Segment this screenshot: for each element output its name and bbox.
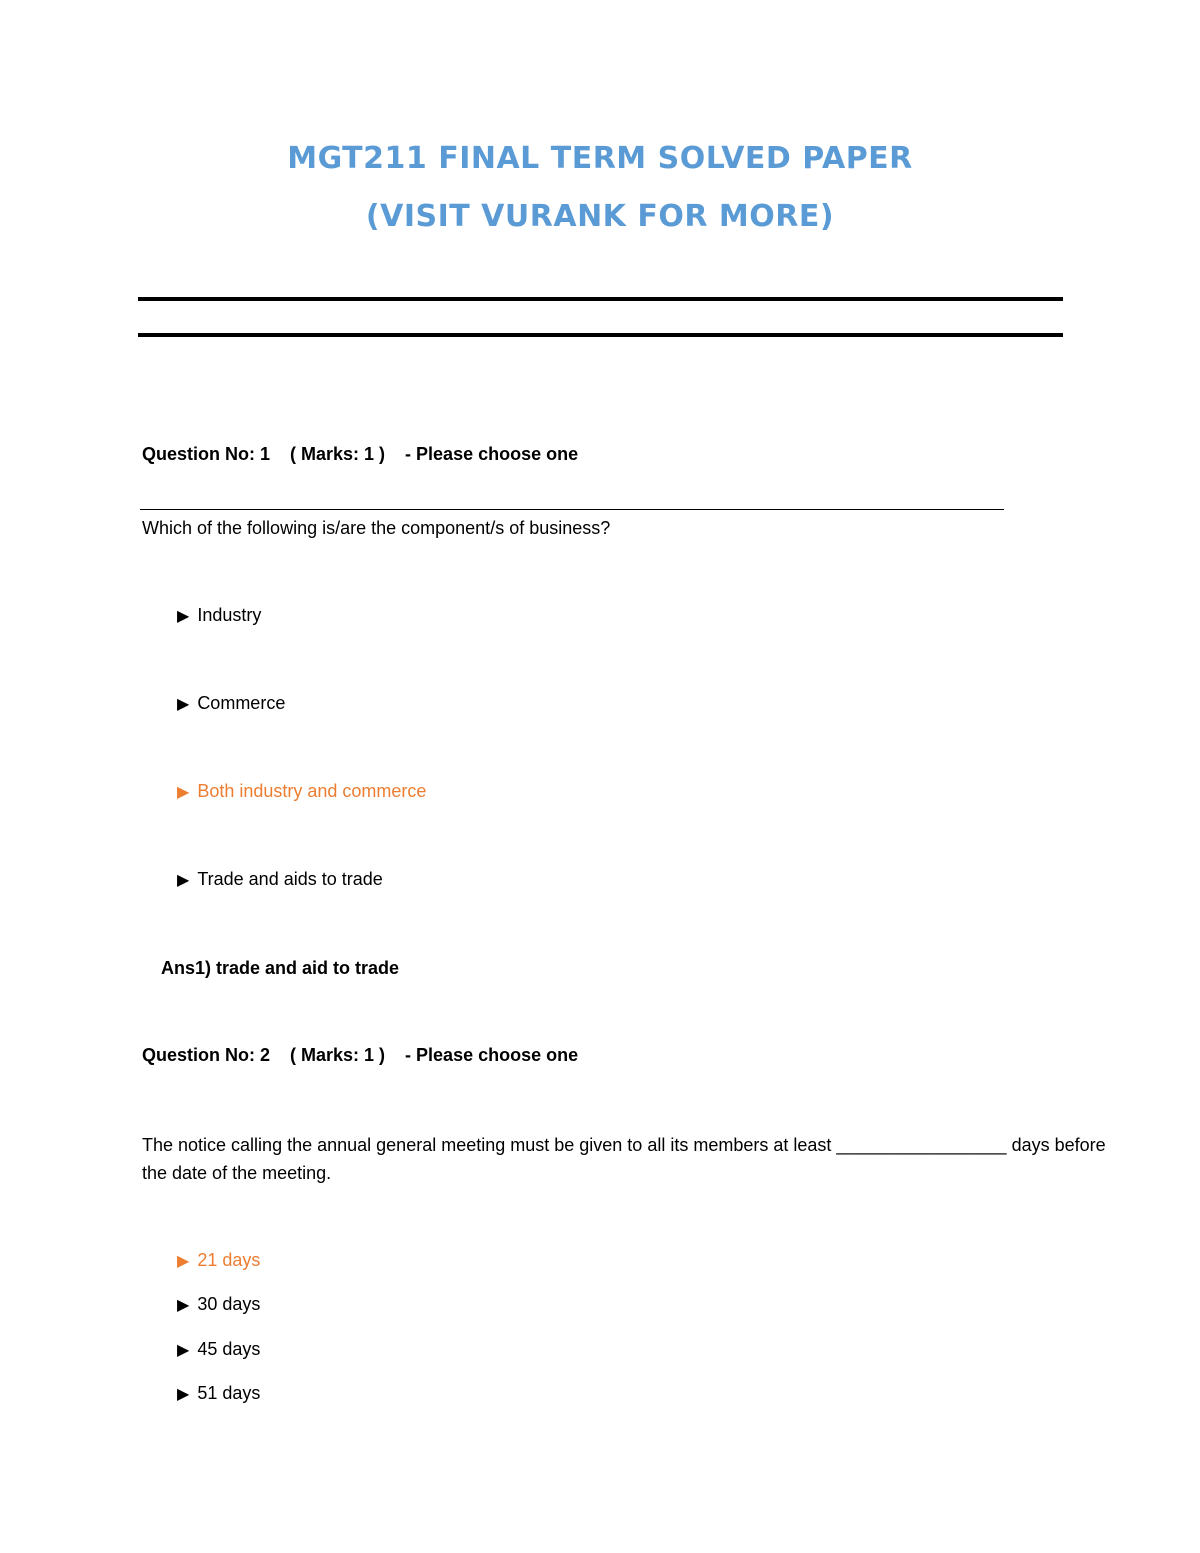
question-1-option-4 [177, 869, 383, 890]
document-title: MGT211 FINAL TERM SOLVED PAPER [287, 141, 913, 176]
question-1-option-3 [177, 781, 426, 802]
arrow-icon: ▶ [177, 608, 190, 625]
option-label: 45 days [197, 1339, 261, 1359]
question-1-option-2 [177, 693, 285, 714]
option-label: Trade and aids to trade [197, 869, 383, 889]
question-1-answer: Ans1) trade and aid to trade [161, 958, 400, 978]
arrow-icon: ▶ [177, 1342, 190, 1359]
document-subtitle: (VISIT VURANK FOR MORE) [365, 199, 835, 234]
question-2-option-3 [177, 1339, 260, 1360]
question-2-option-1 [177, 1250, 260, 1271]
option-label: Both industry and commerce [197, 781, 427, 801]
question-1-text: Which of the following is/are the component/s of business? [142, 518, 611, 538]
question-2-option-2 [177, 1294, 260, 1315]
header-divider-bottom [138, 333, 1063, 337]
arrow-icon: ▶ [177, 1297, 190, 1314]
arrow-icon: ▶ [177, 696, 190, 713]
arrow-icon: ▶ [177, 1386, 190, 1403]
option-label: 30 days [197, 1294, 261, 1314]
option-label: Commerce [197, 693, 286, 713]
arrow-icon: ▶ [177, 1253, 190, 1270]
header-divider-top [138, 297, 1063, 301]
option-label: Industry [197, 605, 262, 625]
question-1-option-1 [177, 605, 261, 626]
option-label: 51 days [197, 1383, 261, 1403]
question-2-header: Question No: 2 ( Marks: 1 ) - Please choose one [142, 1045, 579, 1065]
question-1-underline [140, 509, 1004, 510]
question-2-option-4 [177, 1383, 260, 1404]
arrow-icon: ▶ [177, 784, 190, 801]
question-2-text: The notice calling the annual general meeting must be given to all its members at least _________________ days before the date of the meeting. [142, 1135, 1106, 1183]
option-label: 21 days [197, 1250, 261, 1270]
arrow-icon: ▶ [177, 872, 190, 889]
question-1-header: Question No: 1 ( Marks: 1 ) - Please choose one [142, 444, 579, 464]
